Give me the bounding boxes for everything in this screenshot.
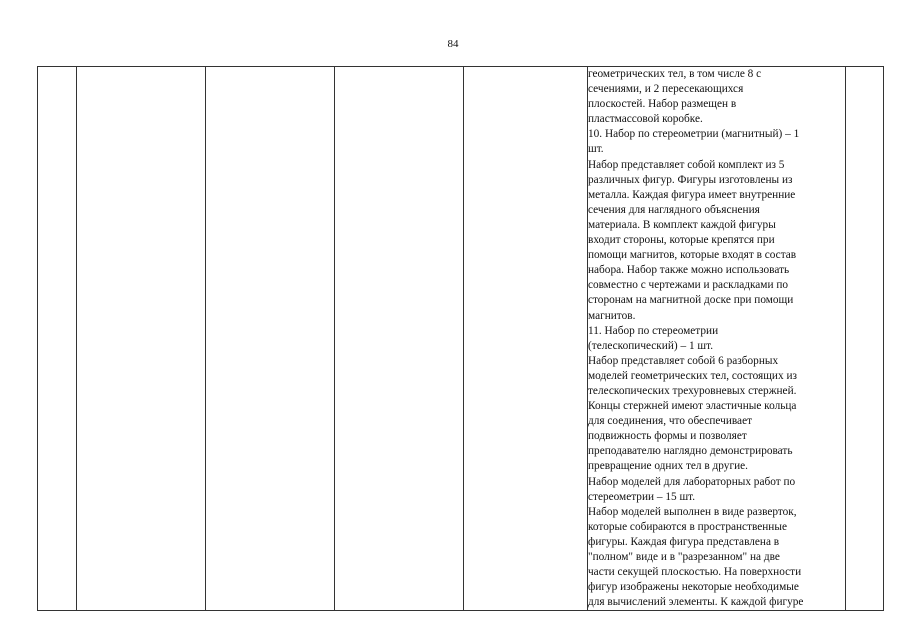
table-row (38, 67, 884, 611)
text-line: магнитов. (588, 309, 636, 322)
text-line: сечениями, и 2 пересекающихся (588, 83, 744, 96)
text-line: которые собираются в пространственные (588, 520, 787, 533)
table-cell-col-1 (38, 67, 77, 611)
text-line: сторонам на магнитной доске при помощи (588, 294, 794, 307)
text-line: Набор моделей для лабораторных работ по (588, 475, 796, 488)
text-line: помощи магнитов, которые входят в состав (588, 249, 797, 262)
text-line: различных фигур. Фигуры изготовлены из (588, 173, 793, 186)
text-line: пластмассовой коробке. (588, 113, 703, 126)
text-line: моделей геометрических тел, состоящих из (588, 369, 797, 382)
text-line: Набор представляет собой 6 разборных (588, 354, 779, 367)
text-line: для соединения, что обеспечивает (588, 415, 753, 428)
text-line: Набор представляет собой комплект из 5 (588, 158, 785, 171)
text-line: стереометрии – 15 шт. (588, 490, 696, 503)
text-line: (телескопический) – 1 шт. (588, 339, 714, 352)
text-line: совместно с чертежами и раскладками по (588, 279, 789, 292)
text-line: фигур изображены некоторые необходимые (588, 581, 799, 594)
table-cell-col-5 (464, 67, 588, 611)
text-line: материала. В комплект каждой фигуры (588, 218, 776, 231)
text-line: сечения для наглядного объяснения (588, 203, 760, 216)
text-line: шт. (588, 143, 604, 156)
text-line: "полном" виде и в "разрезанном" на две (588, 551, 780, 563)
page-number: 84 (447, 38, 459, 50)
text-line: плоскостей. Набор размещен в (588, 98, 737, 111)
text-line: 10. Набор по стереометрии (магнитный) – 1 (588, 128, 800, 141)
table-cell-description (588, 67, 846, 611)
document-table (37, 66, 884, 611)
text-line: телескопических трехуровневых стержней. (588, 384, 797, 397)
text-line: набора. Набор также можно использовать (588, 264, 790, 277)
table-cell-col-7 (846, 67, 884, 611)
table-cell-col-4 (335, 67, 464, 611)
text-line: Набор моделей выполнен в виде разверток, (588, 505, 797, 518)
text-line: для вычислений элементы. К каждой фигуре (588, 596, 804, 609)
text-line: Концы стержней имеют эластичные кольца (588, 400, 797, 413)
text-line: подвижность формы и позволяет (588, 430, 747, 443)
text-line: фигуры. Каждая фигура представлена в (588, 535, 780, 548)
text-line: 11. Набор по стереометрии (588, 324, 719, 337)
text-line: геометрических тел, в том числе 8 с (588, 68, 762, 80)
text-line: части секущей плоскостью. На поверхности (588, 566, 802, 579)
table-cell-col-2 (77, 67, 206, 611)
table-cell-col-3 (206, 67, 335, 611)
text-line: преподавателю наглядно демонстрировать (588, 445, 793, 458)
text-line: металла. Каждая фигура имеет внутренние (588, 188, 796, 201)
text-line: входит стороны, которые крепятся при (588, 234, 775, 247)
text-line: превращение одних тел в другие. (588, 460, 748, 473)
